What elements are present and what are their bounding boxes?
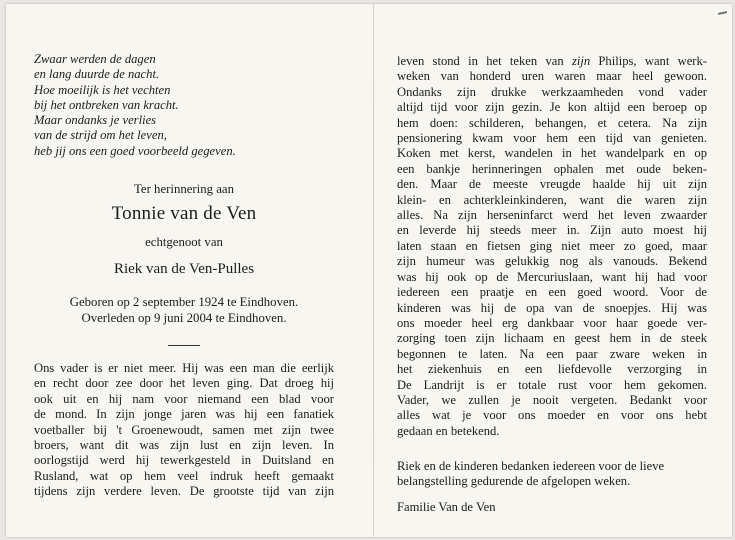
story-line: klein- en achterkleinkinderen, want die waren zijn bbox=[397, 192, 707, 207]
poem-line: en lang duurde de nacht. bbox=[34, 67, 160, 82]
story-emphasis: zijn bbox=[571, 54, 591, 68]
story-line: den. Maar de meeste vreugde haalde hij uit zijn bbox=[397, 177, 707, 192]
story-line: een bankje herinneringen ophalen met oude beken- bbox=[397, 161, 707, 176]
story-text: leven stond in het teken van bbox=[397, 54, 572, 68]
poem-line: Hoe moeilijk is het vechten bbox=[34, 82, 171, 97]
poem bbox=[34, 52, 334, 159]
spouse-name: Riek van de Ven-Pulles bbox=[113, 261, 255, 277]
story-line bbox=[397, 54, 707, 69]
story-line: Ondanks zijn drukke werkzaamheden vond vader bbox=[397, 84, 707, 99]
poem-line: Zwaar werden de dagen bbox=[34, 52, 156, 66]
deceased-name: Tonnie van de Ven bbox=[111, 203, 257, 224]
story-line: iedereen een praatje en een goed woord. Voor de bbox=[397, 285, 707, 300]
poem-line: bij het ontbreken van kracht. bbox=[34, 97, 179, 112]
life-dates bbox=[34, 295, 334, 326]
life-story-part-1 bbox=[34, 361, 334, 500]
memorial-card bbox=[6, 4, 732, 537]
story-line: weken van honderd uren waren maar heel gewoon. bbox=[397, 69, 707, 84]
story-line: gedaan en betekend. bbox=[397, 423, 500, 438]
memorial-intro: Ter herinnering aan bbox=[133, 182, 234, 196]
life-story-part-2 bbox=[397, 54, 707, 439]
story-line: oorlogstijd werd hij tewerkgesteld in Duitsland en bbox=[34, 453, 334, 468]
story-line: Rusland, wat op hem veel indruk heeft gemaakt bbox=[34, 468, 334, 483]
birth-date: Geboren op 2 september 1924 te Eindhoven. bbox=[69, 295, 299, 309]
story-line: de mond. In zijn jonge jaren was hij een fanatiek bbox=[34, 407, 334, 422]
story-line: begonnen te laten. Na een paar zware weken in bbox=[397, 346, 707, 361]
story-line: alles. Na zijn herseninfarct werd het leven zwaarder bbox=[397, 208, 707, 223]
thank-you-note bbox=[397, 459, 707, 490]
story-line: De Landrijt is er totale rust voor hem gekomen. bbox=[397, 377, 707, 392]
thanks-line: belangstelling gedurende de afgelopen weken. bbox=[397, 474, 631, 489]
story-text: Philips, want werk- bbox=[590, 54, 707, 68]
story-line: was hij ook op de Mercuriuslaan, want hij had voor bbox=[397, 269, 707, 284]
story-line: ook uit en hij nam voor niemand een blad voor bbox=[34, 391, 334, 406]
story-line: tijdens zijn verdere leven. De grootste tijd van zijn bbox=[34, 484, 334, 499]
story-line: alles wat je voor ons moeder en voor ons hebt bbox=[397, 408, 707, 423]
corner-mark bbox=[718, 11, 727, 15]
story-line: zijn humeur was gelukkig nog als vanouds. Bekend bbox=[397, 254, 707, 269]
story-line: pensionering kwam voor hem een tijd van genieten. bbox=[397, 131, 707, 146]
story-line: hem doen: schilderen, behangen, et cetera. Na zijn bbox=[397, 115, 707, 130]
poem-line: heb jij ons een goed voorbeeld gegeven. bbox=[34, 143, 236, 158]
story-line: voetballer bij 't Groenewoudt, samen met zijn twee bbox=[34, 422, 334, 437]
left-page bbox=[34, 4, 334, 537]
story-line: broers, want dit was zijn lust en zijn leven. In bbox=[34, 438, 334, 453]
poem-line: van de strijd om het leven, bbox=[34, 128, 167, 143]
story-line: altijd tijd voor zijn gezin. Je kon altijd een beroep op bbox=[397, 100, 707, 115]
card-fold bbox=[373, 4, 374, 537]
family-signature: Familie Van de Ven bbox=[397, 500, 496, 514]
poem-line: Maar ondanks je verlies bbox=[34, 113, 157, 128]
story-line: Koken met kerst, wandelen in het wandelpark en op bbox=[397, 146, 707, 161]
story-line: laten staan en fietsen ging niet meer zo goed, maar bbox=[397, 238, 707, 253]
thanks-line: Riek en de kinderen bedanken iedereen voor de lieve bbox=[397, 459, 665, 473]
story-line: kinderen was hij de opa van de snoepjes. Hij was bbox=[397, 300, 707, 315]
relation-label: echtgenoot van bbox=[145, 235, 223, 249]
divider bbox=[168, 345, 200, 346]
story-line: en leverde hij steeds meer in. Zijn auto moest hij bbox=[397, 223, 707, 238]
story-line: ons moeder heel erg dankbaar voor haar goede ver- bbox=[397, 315, 707, 330]
story-line: en recht door zee door het leven ging. Dat droeg hij bbox=[34, 376, 334, 391]
story-line: Vader, we zullen je nooit vergeten. Bedankt voor bbox=[397, 392, 707, 407]
story-line: het ziekenhuis en een liefdevolle verzorging in bbox=[397, 362, 707, 377]
right-page bbox=[397, 4, 707, 537]
story-line: zorging toen zijn lichaam en geest hem in de steek bbox=[397, 331, 707, 346]
death-date: Overleden op 9 juni 2004 te Eindhoven. bbox=[81, 310, 287, 325]
story-line: Ons vader is er niet meer. Hij was een man die eerlijk bbox=[34, 361, 334, 375]
